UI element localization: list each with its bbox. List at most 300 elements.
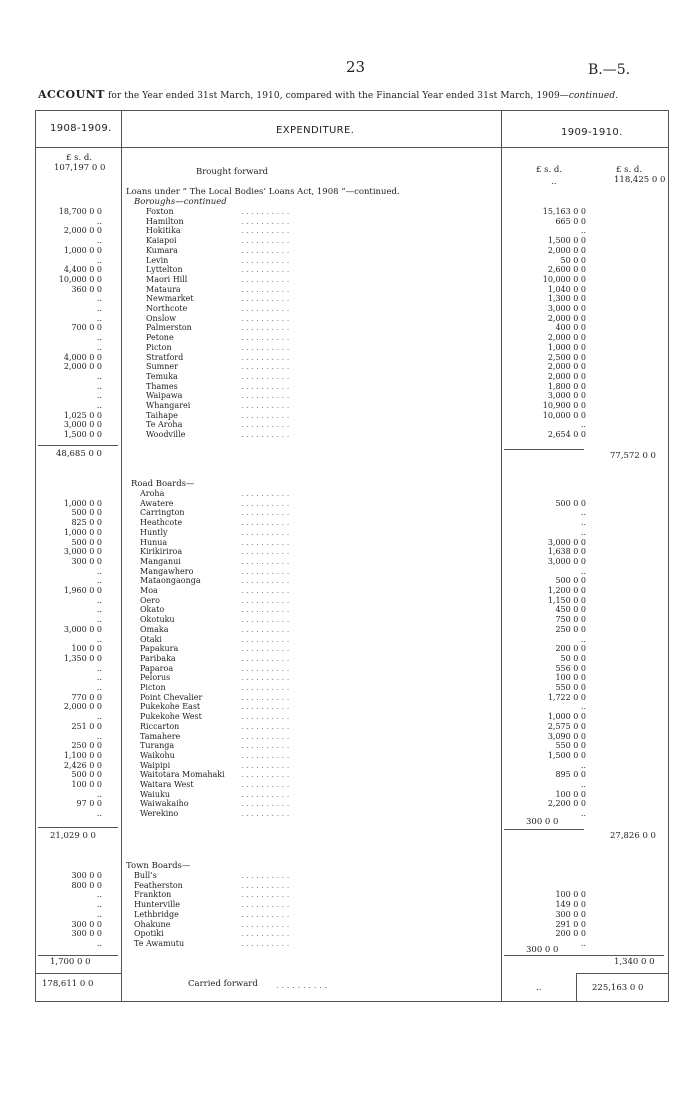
entity-name: Stratford (146, 352, 184, 362)
entity-name: Tamahere (140, 731, 181, 741)
boroughs-total-prev: 48,685 0 0 (56, 449, 102, 459)
dot-leaders: . . . . . . . . . . (241, 871, 290, 880)
entity-name: Te Aroha (146, 420, 183, 430)
entity-name: Papakura (140, 644, 179, 654)
entity-name: Maori Hill (146, 274, 188, 284)
prev-year-amount: 500 0 0 (71, 537, 102, 547)
current-year-amount: 50 0 0 (560, 653, 586, 663)
prev-year-amount: 1,000 0 0 (63, 527, 102, 537)
brought-forward-prev: 107,197 0 0 (54, 163, 106, 173)
table-row (36, 635, 668, 645)
document-reference: B.—5. (588, 62, 631, 78)
current-year-amount: 291 0 0 (555, 919, 586, 929)
entity-name: Opotiki (134, 929, 164, 939)
current-year-amount: .. (580, 527, 586, 537)
carried-forward-prev: 178,611 0 0 (42, 979, 94, 989)
prev-year-amount: .. (96, 304, 102, 313)
prev-year-amount: .. (96, 381, 102, 391)
table-row (36, 538, 668, 548)
current-year-amount: 100 0 0 (555, 890, 586, 900)
current-year-amount: 100 0 0 (555, 673, 586, 683)
entity-name: Waipawa (146, 391, 183, 401)
dot-leaders: . . . . . . . . . . (241, 371, 290, 381)
dot-leaders: . . . . . . . . . . (241, 653, 290, 663)
rule (504, 829, 584, 830)
table-row (36, 391, 668, 401)
current-year-amount: 10,900 0 0 (542, 401, 586, 410)
dot-leaders: . . . . . . . . . . (241, 537, 290, 547)
dot-leaders: . . . . . . . . . . (241, 615, 290, 625)
entity-name: Werekino (140, 809, 179, 819)
dot-leaders: . . . . . . . . . . (241, 207, 290, 216)
dot-leaders: . . . . . . . . . . (241, 274, 290, 284)
table-row (36, 751, 668, 761)
table-row (36, 790, 668, 800)
loans-heading: Loans under “ The Local Bodies’ Loans Act, 1908 ”—continued. (126, 187, 400, 197)
entity-name: Waiwakaiho (140, 799, 189, 809)
current-year-amount: 3,000 0 0 (547, 537, 586, 547)
prev-year-amount: 300 0 0 (71, 556, 102, 566)
entity-name: Picton (140, 683, 166, 692)
dot-leaders: . . . . . . . . . . (241, 401, 290, 410)
dot-leaders: . . . . . . . . . . (241, 420, 290, 430)
entity-name: Turanga (140, 741, 175, 751)
prev-year-amount: .. (96, 712, 102, 722)
entity-name: Taihape (146, 410, 178, 420)
dot-leaders: . . . . . . . . . . (241, 518, 290, 528)
prev-year-amount: 770 0 0 (71, 692, 102, 702)
current-year-amount: 550 0 0 (555, 683, 586, 692)
prev-year-amount: .. (96, 216, 102, 226)
current-year-amount: 149 0 0 (555, 900, 586, 910)
dot-leaders: . . . . . . . . . . (241, 663, 290, 673)
dot-leaders: . . . . . . . . . . (241, 265, 290, 275)
prev-year-amount: .. (96, 391, 102, 401)
prev-year-amount: 18,700 0 0 (58, 207, 102, 216)
current-year-amount: .. (580, 508, 586, 518)
table-row (36, 294, 668, 304)
current-year-amount: 1,200 0 0 (547, 586, 586, 595)
table-row (36, 362, 668, 372)
table-row (36, 518, 668, 528)
table-row (36, 489, 668, 499)
dot-leaders: . . . . . . . . . . (241, 760, 290, 770)
current-year-amount: 250 0 0 (555, 624, 586, 634)
table-row (36, 547, 668, 557)
dot-leaders: . . . . . . . . . . (241, 702, 290, 712)
entity-name: Mangawhero (140, 566, 194, 576)
prev-year-amount: 251 0 0 (71, 721, 102, 731)
dot-leaders: . . . . . . . . . . (241, 216, 290, 226)
table-row (36, 285, 668, 295)
prev-year-amount: .. (96, 615, 102, 625)
table-row (36, 567, 668, 577)
entity-name: Levin (146, 255, 169, 265)
dot-leaders: . . . . . . . . . . (241, 683, 290, 692)
table-row (36, 207, 668, 217)
total-unit-header: £ s. d. (616, 165, 643, 175)
table-row (36, 382, 668, 392)
entity-name: Huntly (140, 527, 168, 537)
entity-name: Moa (140, 586, 158, 595)
entity-name: Lyttelton (146, 265, 183, 275)
table-row (36, 605, 668, 615)
entity-name: Manganui (140, 556, 181, 566)
current-year-amount: 10,000 0 0 (542, 274, 586, 284)
entity-name: Waitara West (140, 780, 194, 789)
table-row (36, 929, 668, 939)
current-year-amount: 2,200 0 0 (547, 799, 586, 809)
current-year-amount: 750 0 0 (555, 615, 586, 625)
dot-leaders: . . . . . . . . . . (241, 780, 290, 789)
current-year-amount: .. (580, 566, 586, 576)
current-year-amount: 3,000 0 0 (547, 556, 586, 566)
prev-year-amount: 1,000 0 0 (63, 498, 102, 508)
current-year-amount: 2,575 0 0 (547, 721, 586, 731)
dot-leaders: . . . . . . . . . . (241, 236, 290, 246)
table-row (36, 741, 668, 751)
dot-leaders: . . . . . . . . . . (241, 799, 290, 809)
prev-year-amount: .. (96, 576, 102, 586)
table-row (36, 265, 668, 275)
entity-name: Otaki (140, 634, 162, 644)
rule (36, 973, 121, 974)
prev-year-amount: 2,000 0 0 (63, 702, 102, 712)
entity-name: Ohakune (134, 919, 171, 929)
dot-leaders: . . . . . . . . . . (241, 789, 290, 799)
town-boards-total-prev: 1,700 0 0 (50, 957, 91, 967)
prev-year-amount: 825 0 0 (71, 518, 102, 528)
current-year-amount: 1,500 0 0 (547, 750, 586, 760)
current-year-amount: 15,163 0 0 (542, 207, 586, 216)
current-year-amount: 1,000 0 0 (547, 342, 586, 352)
prev-year-amount: .. (96, 566, 102, 576)
current-year-amount: 2,000 0 0 (547, 371, 586, 381)
current-year-amount: .. (580, 420, 586, 430)
current-year-amount: 50 0 0 (560, 255, 586, 265)
table-row (36, 910, 668, 920)
dot-leaders: . . . . . . . . . . (241, 673, 290, 683)
town-boards-heading: Town Boards— (126, 861, 191, 871)
current-year-amount: 550 0 0 (555, 741, 586, 751)
boroughs-heading: Boroughs—continued (134, 197, 227, 207)
current-year-amount: 1,040 0 0 (547, 284, 586, 294)
prev-year-amount: .. (96, 371, 102, 381)
current-year-amount: 3,000 0 0 (547, 304, 586, 313)
entity-name: Okotuku (140, 615, 175, 625)
table-row (36, 333, 668, 343)
dot-leaders: . . . . . . . . . . (241, 313, 290, 323)
boroughs-total: 77,572 0 0 (610, 451, 656, 461)
prev-year-amount: 3,000 0 0 (63, 420, 102, 430)
entity-name: Frankton (134, 890, 172, 900)
entity-name: Hunua (140, 537, 168, 547)
table-row (36, 780, 668, 790)
current-year-amount: .. (580, 226, 586, 236)
table-row (36, 900, 668, 910)
dot-leaders: . . . . . . . . . . (241, 410, 290, 420)
entity-name: Heathcote (140, 518, 183, 528)
dot-leaders: . . . . . . . . . . (241, 731, 290, 741)
dot-leaders: . . . . . . . . . . (241, 770, 290, 780)
road-boards-total-prev: 21,029 0 0 (50, 831, 96, 841)
prev-year-amount: .. (96, 663, 102, 673)
prev-year-amount: 3,000 0 0 (63, 547, 102, 557)
entity-name: Mataura (146, 284, 181, 294)
table-row (36, 722, 668, 732)
entity-name: Pukekohe East (140, 702, 201, 712)
prev-year-amount: .. (96, 731, 102, 741)
dot-leaders: . . . . . . . . . . (241, 304, 290, 313)
current-year-amount: 450 0 0 (555, 605, 586, 615)
page-number: 23 (346, 58, 366, 76)
table-row (36, 939, 668, 949)
table-row (36, 770, 668, 780)
header-rule (36, 147, 668, 148)
entity-name: Oero (140, 595, 160, 605)
current-year-amount: .. (580, 938, 586, 948)
table-row (36, 508, 668, 518)
prev-year-amount: 2,000 0 0 (63, 226, 102, 236)
table-row (36, 586, 668, 596)
table-row (36, 372, 668, 382)
entity-name: Temuka (146, 371, 178, 381)
dot-leaders: . . . . . . . . . . (241, 605, 290, 615)
dot-leaders: . . . . . . . . . . (241, 909, 290, 919)
prev-year-amount: 800 0 0 (71, 880, 102, 890)
table-row (36, 673, 668, 683)
col-header-1909-1910: 1909-1910. (561, 127, 623, 138)
prev-year-amount: .. (96, 255, 102, 265)
entity-name: Waiuku (140, 789, 171, 799)
dot-leaders: . . . . . . . . . . (241, 586, 290, 595)
current-year-amount: 895 0 0 (555, 770, 586, 780)
entity-name: Carrington (140, 508, 185, 518)
current-year-amount: .. (580, 809, 586, 819)
current-year-amount: 1,722 0 0 (547, 692, 586, 702)
current-year-amount: 1,150 0 0 (547, 595, 586, 605)
current-year-amount: 2,600 0 0 (547, 265, 586, 275)
prev-year-amount: .. (96, 333, 102, 343)
table-row (36, 881, 668, 891)
prev-year-amount: 1,025 0 0 (63, 410, 102, 420)
prev-year-amount: .. (96, 595, 102, 605)
table-row (36, 353, 668, 363)
entity-name: Mataongaonga (140, 576, 201, 586)
prev-year-amount: .. (96, 938, 102, 948)
dot-leaders: . . . . . . . . . . (241, 333, 290, 343)
table-row (36, 683, 668, 693)
current-year-amount: 2,000 0 0 (547, 333, 586, 343)
dot-leaders: . . . . . . . . . . (241, 508, 290, 518)
prev-year-amount: 10,000 0 0 (58, 274, 102, 284)
prev-year-amount: .. (96, 634, 102, 644)
dot-leaders: . . . . . . . . . . (241, 721, 290, 731)
current-year-amount: .. (580, 780, 586, 789)
table-row (36, 411, 668, 421)
carried-forward-label: Carried forward (188, 979, 258, 989)
dot-leaders: . . . . . . . . . . (241, 255, 290, 265)
table-row (36, 236, 668, 246)
table-row (36, 420, 668, 430)
table-row (36, 430, 668, 440)
dot-leaders: . . . . . . . . . . (241, 692, 290, 702)
table-row (36, 664, 668, 674)
prev-year-amount: 97 0 0 (76, 799, 102, 809)
entity-name: Featherston (134, 880, 183, 890)
table-row (36, 323, 668, 333)
dot-leaders: . . . . . . . . . . (241, 284, 290, 294)
entity-name: Okato (140, 605, 165, 615)
dot-leaders: . . . . . . . . . . (241, 624, 290, 634)
dot-leaders: . . . . . . . . . . (241, 634, 290, 644)
current-year-amount: 400 0 0 (555, 323, 586, 333)
prev-year-amount: .. (96, 605, 102, 615)
prev-year-amount: .. (96, 294, 102, 304)
prev-year-amount: 1,960 0 0 (63, 586, 102, 595)
dot-leaders: . . . . . . . . . . (241, 362, 290, 372)
prev-year-amount: 500 0 0 (71, 508, 102, 518)
expenditure-table (35, 110, 669, 1002)
entity-name: Thames (146, 381, 178, 391)
dot-leaders: . . . . . . . . . . (241, 381, 290, 391)
rule (576, 973, 668, 974)
prev-year-amount: .. (96, 342, 102, 352)
entity-name: Waitotara Momahaki (140, 770, 225, 780)
current-year-amount: .. (580, 760, 586, 770)
entity-name: Point Chevalier (140, 692, 203, 702)
entity-name: Kaiapoi (146, 236, 177, 246)
table-row (36, 499, 668, 509)
dot-leaders: . . . . . . . . . . (241, 809, 290, 819)
dot-leaders: . . . . . . . . . . (241, 226, 290, 236)
dot-leaders: . . . . . . . . . . (241, 547, 290, 557)
cur-unit-header: £ s. d. (536, 165, 563, 175)
prev-year-amount: .. (96, 313, 102, 323)
prev-year-amount: 1,100 0 0 (63, 750, 102, 760)
entity-name: Lethbridge (134, 909, 179, 919)
current-year-amount: 1,800 0 0 (547, 381, 586, 391)
table-row (36, 343, 668, 353)
table-row (36, 871, 668, 881)
entity-name: Aroha (140, 489, 165, 498)
entity-name: Woodville (146, 430, 186, 440)
table-row (36, 625, 668, 635)
title-continued: continued. (568, 91, 619, 101)
dot-leaders: . . . . . . . . . . (241, 323, 290, 333)
current-year-amount: 500 0 0 (555, 498, 586, 508)
prev-year-amount: .. (96, 890, 102, 900)
town-boards-tail: 300 0 0 (526, 945, 559, 955)
prev-year-amount: 1,000 0 0 (63, 245, 102, 255)
dot-leaders: . . . . . . . . . . (241, 750, 290, 760)
table-row (36, 576, 668, 586)
dot-leaders: . . . . . . . . . . (241, 430, 290, 440)
prev-year-amount: .. (96, 683, 102, 692)
current-year-amount: 2,654 0 0 (547, 430, 586, 440)
entity-name: Hunterville (134, 900, 180, 910)
prev-year-amount: 1,350 0 0 (63, 653, 102, 663)
dot-leaders: . . . . . . . . . . (241, 498, 290, 508)
road-boards-heading: Road Boards— (131, 479, 195, 489)
table-row (36, 256, 668, 266)
prev-year-amount: .. (96, 909, 102, 919)
prev-year-amount: .. (96, 673, 102, 683)
rule (504, 449, 584, 450)
current-year-amount: 200 0 0 (555, 929, 586, 939)
carried-forward-cur: .. (536, 983, 542, 993)
table-row (36, 275, 668, 285)
table-row (36, 920, 668, 930)
dot-leaders: . . . . . . . . . . (241, 880, 290, 890)
current-year-amount: 3,000 0 0 (547, 391, 586, 401)
current-year-amount: 10,000 0 0 (542, 410, 586, 420)
table-row (36, 809, 668, 819)
entity-name: Picton (146, 342, 172, 352)
entity-name: Northcote (146, 304, 188, 313)
entity-name: Palmerston (146, 323, 192, 333)
entity-name: Pelorus (140, 673, 171, 683)
entity-name: Hamilton (146, 216, 184, 226)
entity-name: Petone (146, 333, 174, 343)
rule (38, 445, 118, 446)
table-row (36, 654, 668, 664)
dot-leaders: . . . . . . . . . . (241, 919, 290, 929)
current-year-amount: 100 0 0 (555, 789, 586, 799)
carried-forward-total: 225,163 0 0 (592, 983, 644, 993)
brought-forward-total: 118,425 0 0 (614, 175, 666, 185)
entity-name: Waikohu (140, 750, 175, 760)
current-year-amount: .. (580, 634, 586, 644)
entity-name: Sumner (146, 362, 178, 372)
current-year-amount: 3,090 0 0 (547, 731, 586, 741)
dot-leaders: . . . . . . . . . . (241, 527, 290, 537)
entity-name: Newmarket (146, 294, 194, 304)
prev-year-amount: 500 0 0 (71, 770, 102, 780)
table-row (36, 890, 668, 900)
col-header-1908-1909: 1908-1909. (50, 123, 112, 134)
current-year-amount: 2,000 0 0 (547, 313, 586, 323)
current-year-amount: 500 0 0 (555, 576, 586, 586)
prev-year-amount: .. (96, 900, 102, 910)
table-row (36, 799, 668, 809)
entity-name: Pukekohe West (140, 712, 202, 722)
current-year-amount: 2,000 0 0 (547, 245, 586, 255)
entity-name: Onslow (146, 313, 177, 323)
current-year-amount: 1,300 0 0 (547, 294, 586, 304)
prev-year-amount: 300 0 0 (71, 929, 102, 939)
prev-year-amount: 1,500 0 0 (63, 430, 102, 440)
current-year-amount: .. (580, 518, 586, 528)
prev-year-amount: 700 0 0 (71, 323, 102, 333)
prev-year-amount: .. (96, 789, 102, 799)
dot-leaders: . . . . . . . . . . (241, 929, 290, 939)
brought-forward-cur: .. (551, 177, 557, 187)
prev-year-amount: 300 0 0 (71, 919, 102, 929)
table-row (36, 528, 668, 538)
dot-leaders: . . . . . . . . . . (241, 576, 290, 586)
road-boards-total: 27,826 0 0 (610, 831, 656, 841)
prev-year-amount: 2,000 0 0 (63, 362, 102, 372)
table-row (36, 761, 668, 771)
entity-name: Bull’s (134, 871, 157, 880)
current-year-amount: 2,500 0 0 (547, 352, 586, 362)
prev-year-amount: .. (96, 401, 102, 410)
entity-name: Kirikiriroa (140, 547, 183, 557)
table-row (36, 596, 668, 606)
dot-leaders: . . . . . . . . . . (241, 352, 290, 362)
prev-year-amount: 4,400 0 0 (63, 265, 102, 275)
